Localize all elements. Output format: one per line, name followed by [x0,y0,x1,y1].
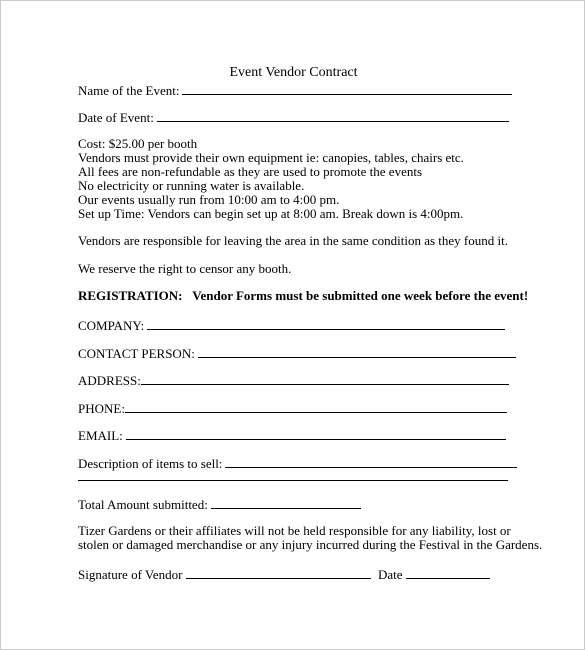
description-label: Description of items to sell: [78,456,223,471]
phone-row [78,400,507,416]
address-label: ADDRESS: [78,373,141,388]
hours-text: Our events usually run from 10:00 am to 4:00 pm. [78,192,340,207]
event-name-label: Name of the Event: [78,83,180,98]
date-label: Date [377,567,403,582]
address-field[interactable] [141,372,509,385]
phone-label: PHONE: [78,401,125,416]
registration-label: REGISTRATION: [78,288,183,303]
total-field[interactable] [211,496,361,509]
event-date-label: Date of Event: [78,110,154,125]
company-row [78,317,505,333]
description-field-line-2[interactable] [78,468,508,481]
signature-row [78,566,490,582]
signature-field[interactable] [186,566,371,579]
contact-row [78,345,516,361]
cost-text: Cost: $25.00 per booth [78,136,198,151]
cleanup-text: Vendors are responsible for leaving the area in the same condition as they found it. [78,233,508,248]
utilities-text: No electricity or running water is available. [78,178,305,193]
email-field[interactable] [126,427,506,440]
registration-note: Vendor Forms must be submitted one week before the event! [192,288,529,303]
setup-text: Set up Time: Vendors can begin set up at 8:00 am. Break down is 4:00pm. [78,206,464,221]
company-field[interactable] [147,317,505,330]
fees-text: All fees are non-refundable as they are used to promote the events [78,164,423,179]
contact-label: CONTACT PERSON: [78,346,195,361]
description-row-2 [78,468,508,484]
contact-field[interactable] [198,345,516,358]
event-date-field[interactable] [157,109,509,122]
disclaimer-line-1: Tizer Gardens or their affiliates will not be held responsible for any liability, lost or [78,523,511,538]
event-date-row [78,109,509,125]
event-name-field[interactable] [182,82,512,95]
registration-row [78,289,528,303]
email-label: EMAIL: [78,428,123,443]
date-field[interactable] [406,566,490,579]
equipment-text: Vendors must provide their own equipment ie: canopies, tables, chairs etc. [78,150,464,165]
total-row [78,496,361,512]
company-label: COMPANY: [78,318,145,333]
total-label: Total Amount submitted: [78,497,208,512]
document-title: Event Vendor Contract [229,65,358,80]
censor-text: We reserve the right to censor any booth. [78,261,292,276]
signature-label: Signature of Vendor [78,567,183,582]
disclaimer-line-2: stolen or damaged merchandise or any injury incurred during the Festival in the Gardens. [78,537,543,552]
event-name-row [78,82,512,98]
email-row [78,427,506,443]
description-field[interactable] [225,455,517,468]
phone-field[interactable] [125,400,507,413]
address-row [78,372,509,388]
